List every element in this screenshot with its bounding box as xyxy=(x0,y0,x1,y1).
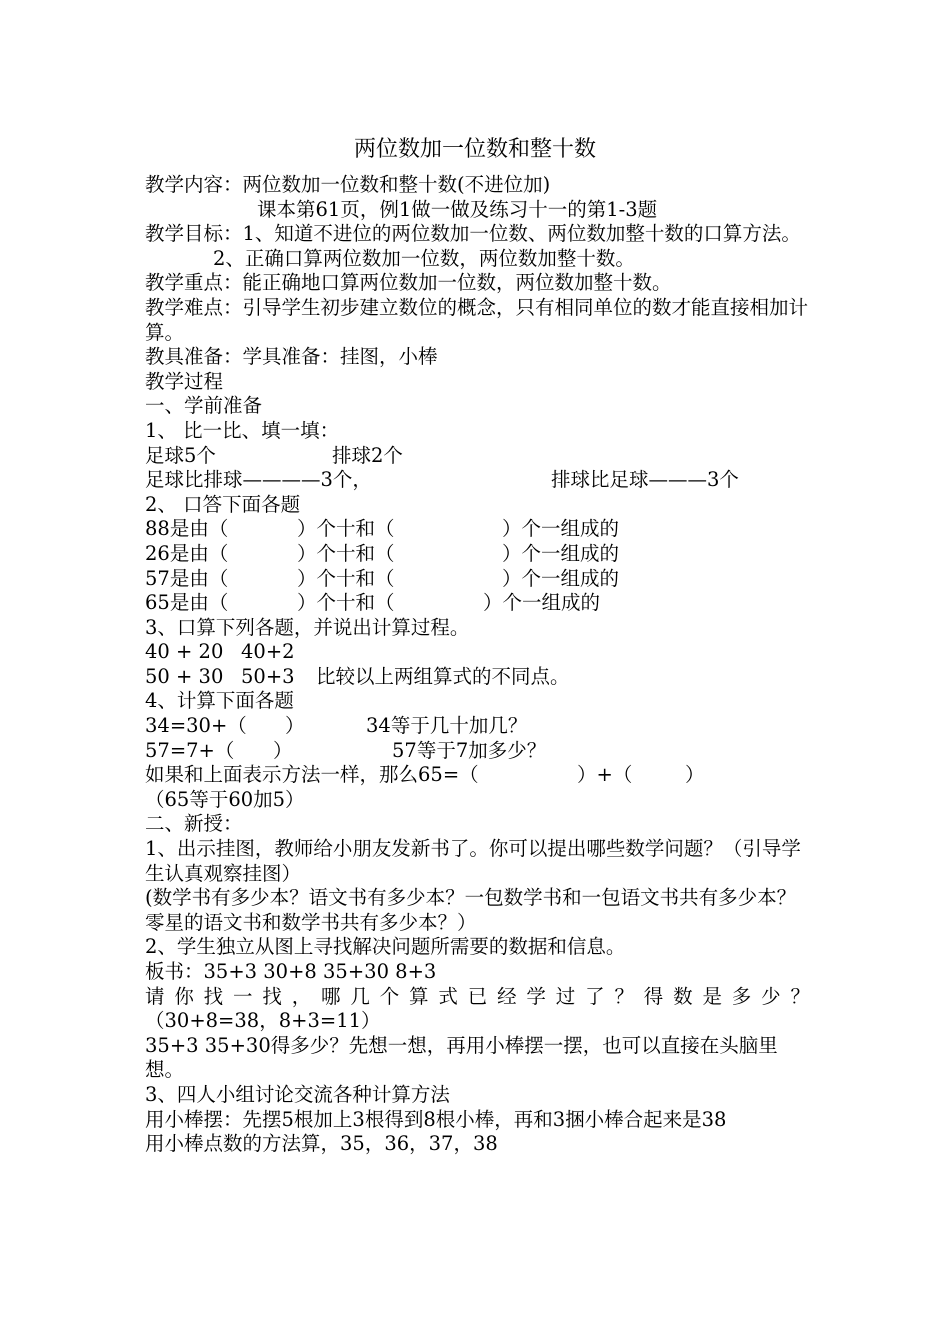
new-lesson-1: 1、出示挂图，教师给小朋友发新书了。你可以提出哪些数学问题？（引导学生认真观察挂图） xyxy=(145,837,801,885)
question-part: ）个一组成的 xyxy=(502,517,620,541)
question-part: ）个十和（ xyxy=(297,566,395,590)
football-vs-volleyball: 足球比排球————3个， xyxy=(145,468,372,492)
expression: ）+（ xyxy=(577,763,633,787)
question-part: ）个一组成的 xyxy=(502,566,620,590)
new-lesson-questions: (数学书有多少本？语文书有多少本？一包数学书和一包语文书共有多少本？零星的语文书和数学书共有多少本？） xyxy=(145,886,797,934)
football-count: 足球5个 xyxy=(145,443,216,467)
expression: 40+2 xyxy=(241,640,295,664)
expression: 如果和上面表示方法一样，那么65=（ xyxy=(145,763,479,787)
find-answer: （30+8=38，8+3=11） xyxy=(145,1009,381,1033)
stick-method: 用小棒摆：先摆5根加上3根得到8根小棒，再和3捆小棒合起来是38 xyxy=(145,1107,727,1131)
question-note: 57等于7加多少？ xyxy=(392,738,547,762)
find-question: 请你找一找，哪几个算式已经学过了？得数是多少？ xyxy=(145,984,810,1008)
question-row xyxy=(145,567,810,592)
question-part: ）个一组成的 xyxy=(502,541,620,565)
new-lesson-3: 3、四人小组讨论交流各种计算方法 xyxy=(145,1082,450,1106)
expression: 50+3 xyxy=(241,664,295,688)
question-part: 88是由（ xyxy=(145,517,229,541)
question-row xyxy=(145,542,810,567)
compare-note: 比较以上两组算式的不同点。 xyxy=(316,664,570,688)
ball-compare xyxy=(145,468,810,493)
question-part: 57是由（ xyxy=(145,566,229,590)
expression: 57=7+（ xyxy=(145,738,235,762)
math-row-2 xyxy=(145,665,810,690)
expression: 34=30+（ xyxy=(145,714,247,738)
expression: ） xyxy=(685,763,705,787)
section-process: 教学过程 xyxy=(145,369,224,393)
calc-row-1 xyxy=(145,714,810,739)
question-row xyxy=(145,591,810,616)
ball-counts xyxy=(145,444,810,469)
volleyball-count: 排球2个 xyxy=(332,443,403,467)
item-calculate: 4、计算下面各题 xyxy=(145,689,294,713)
calc-row-2 xyxy=(145,739,810,764)
item-oral-answer: 2、 口答下面各题 xyxy=(145,492,301,516)
math-row-1 xyxy=(145,640,810,665)
teaching-content: 教学内容：两位数加一位数和整十数(不进位加) xyxy=(145,173,551,196)
textbook-pages: 课本第61页，例1做一做及练习十一的第1-3题 xyxy=(257,197,658,221)
calc-row-3 xyxy=(145,763,810,788)
teaching-tools: 教具准备：学具准备：挂图，小棒 xyxy=(145,345,438,369)
expression: 50 + 30 xyxy=(145,664,224,688)
question-part: ）个十和（ xyxy=(297,541,395,565)
expression: ） xyxy=(273,738,293,762)
item-mental-math: 3、口算下列各题，并说出计算过程。 xyxy=(145,615,470,639)
document-body xyxy=(145,173,810,1157)
teaching-focus: 教学重点：能正确地口算两位数加一位数，两位数加整十数。 xyxy=(145,271,672,295)
question-part: ）个十和（ xyxy=(297,517,395,541)
section-new-lesson: 二、新授： xyxy=(145,812,243,836)
expression: ） xyxy=(285,714,305,738)
teaching-difficulty: 教学难点：引导学生初步建立数位的概念，只有相同单位的数才能直接相加计算。 xyxy=(145,295,809,344)
expression: 40 + 20 xyxy=(145,640,224,664)
section-preparation: 一、学前准备 xyxy=(145,394,263,418)
blackboard: 板书：35+3 30+8 35+30 8+3 xyxy=(145,960,437,983)
question-part: ）个一组成的 xyxy=(483,591,601,615)
new-lesson-2: 2、学生独立从图上寻找解决问题所需要的数据和信息。 xyxy=(145,935,626,959)
volleyball-vs-football: 排球比足球———3个 xyxy=(551,468,739,492)
teaching-goal-2: 2、正确口算两位数加一位数，两位数加整十数。 xyxy=(213,246,635,270)
item-compare: 1、 比一比、填一填： xyxy=(145,418,340,442)
calc-hint: （65等于60加5） xyxy=(145,787,305,811)
think-and-arrange: 35+3 35+30得多少？先想一想，再用小棒摆一摆，也可以直接在头脑里想。 xyxy=(145,1033,778,1082)
question-part: ）个十和（ xyxy=(297,591,395,615)
counting-method: 用小棒点数的方法算，35，36，37，38 xyxy=(145,1132,498,1156)
document-title: 两位数加一位数和整十数 xyxy=(353,137,596,162)
question-part: 65是由（ xyxy=(145,591,229,615)
question-note: 34等于几十加几？ xyxy=(366,714,528,738)
teaching-goal-1: 教学目标：1、知道不进位的两位数加一位数、两位数加整十数的口算方法。 xyxy=(145,222,801,246)
question-part: 26是由（ xyxy=(145,541,229,565)
question-row xyxy=(145,517,810,542)
